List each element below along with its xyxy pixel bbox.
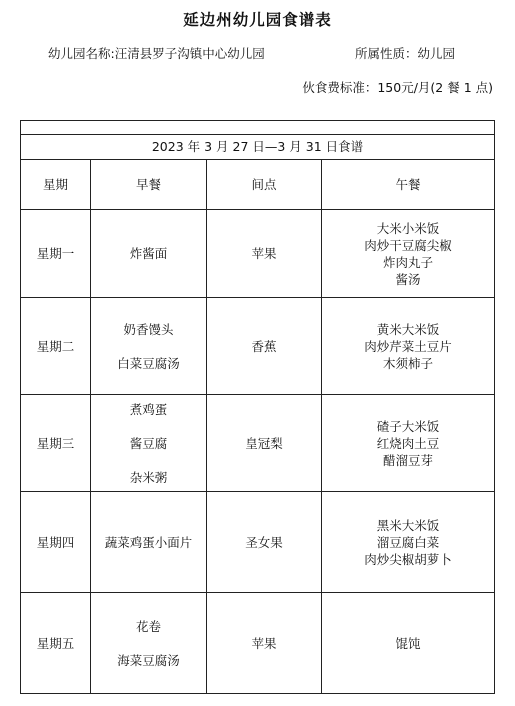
lunch-item: 大米小米饭: [376, 220, 440, 236]
column-header: 早餐: [91, 160, 207, 210]
snack-cell: 苹果: [207, 593, 322, 694]
breakfast-item: 花卷: [135, 618, 161, 634]
header-row: [21, 160, 495, 210]
snack-cell: 皇冠梨: [207, 395, 322, 492]
breakfast-cell: [91, 492, 207, 593]
lunch-cell: [322, 298, 495, 395]
table-row: [21, 298, 495, 395]
breakfast-cell: [91, 210, 207, 298]
lunch-item: 黑米大米饭: [376, 517, 440, 533]
breakfast-cell: [91, 298, 207, 395]
menu-table: [20, 120, 495, 694]
lunch-cell: [322, 210, 495, 298]
table-row: [21, 492, 495, 593]
lunch-item: 肉炒干豆腐尖椒: [364, 237, 452, 253]
table-row: [21, 593, 495, 694]
column-header: 午餐: [322, 160, 495, 210]
breakfast-item: 酱豆腐: [129, 435, 168, 451]
lunch-item: 红烧肉土豆: [376, 435, 440, 451]
day-cell: 星期一: [21, 210, 91, 298]
lunch-cell: [322, 492, 495, 593]
caption-row: [21, 121, 495, 160]
lunch-item: 肉炒芹菜土豆片: [364, 338, 452, 354]
lunch-item: 黄米大米饭: [376, 321, 440, 337]
lunch-item: 碴子大米饭: [376, 418, 440, 434]
caption-cell: [21, 121, 495, 160]
snack-cell: 圣女果: [207, 492, 322, 593]
lunch-item: 馄饨: [395, 635, 421, 651]
lunch-cell: [322, 593, 495, 694]
school-type: 所属性质：幼儿园: [355, 46, 456, 61]
day-cell: 星期五: [21, 593, 91, 694]
column-header: 星期: [21, 160, 91, 210]
table-row: [21, 395, 495, 492]
date-range: 2023 年 3 月 27 日—3 月 31 日食谱: [20, 134, 495, 159]
fee-standard: 伙食费标准：150元/月(2 餐 1 点): [302, 80, 493, 95]
breakfast-cell: [91, 395, 207, 492]
day-cell: 星期四: [21, 492, 91, 593]
breakfast-item: 奶香馒头: [123, 321, 174, 337]
breakfast-item: 白菜豆腐汤: [117, 355, 180, 371]
breakfast-item: 蔬菜鸡蛋小面片: [104, 534, 193, 550]
snack-cell: 苹果: [207, 210, 322, 298]
breakfast-item: 煮鸡蛋: [129, 401, 168, 417]
page-title: 延边州幼儿园食谱表: [183, 11, 332, 29]
lunch-item: 木须柿子: [383, 355, 434, 371]
breakfast-item: 杂米粥: [129, 469, 168, 485]
lunch-item: 酱汤: [395, 271, 421, 287]
lunch-item: 溜豆腐白菜: [376, 534, 440, 550]
lunch-item: 炸肉丸子: [383, 254, 434, 270]
lunch-item: 醋溜豆芽: [383, 452, 434, 468]
column-header: 间点: [207, 160, 322, 210]
breakfast-cell: [91, 593, 207, 694]
day-cell: 星期三: [21, 395, 91, 492]
lunch-cell: [322, 395, 495, 492]
school-name: 幼儿园名称:汪清县罗子沟镇中心幼儿园: [48, 46, 265, 61]
lunch-item: 肉炒尖椒胡萝卜: [364, 551, 452, 567]
table-row: [21, 210, 495, 298]
breakfast-item: 炸酱面: [129, 246, 168, 261]
day-cell: 星期二: [21, 298, 91, 395]
snack-cell: 香蕉: [207, 298, 322, 395]
breakfast-item: 海菜豆腐汤: [117, 652, 180, 668]
